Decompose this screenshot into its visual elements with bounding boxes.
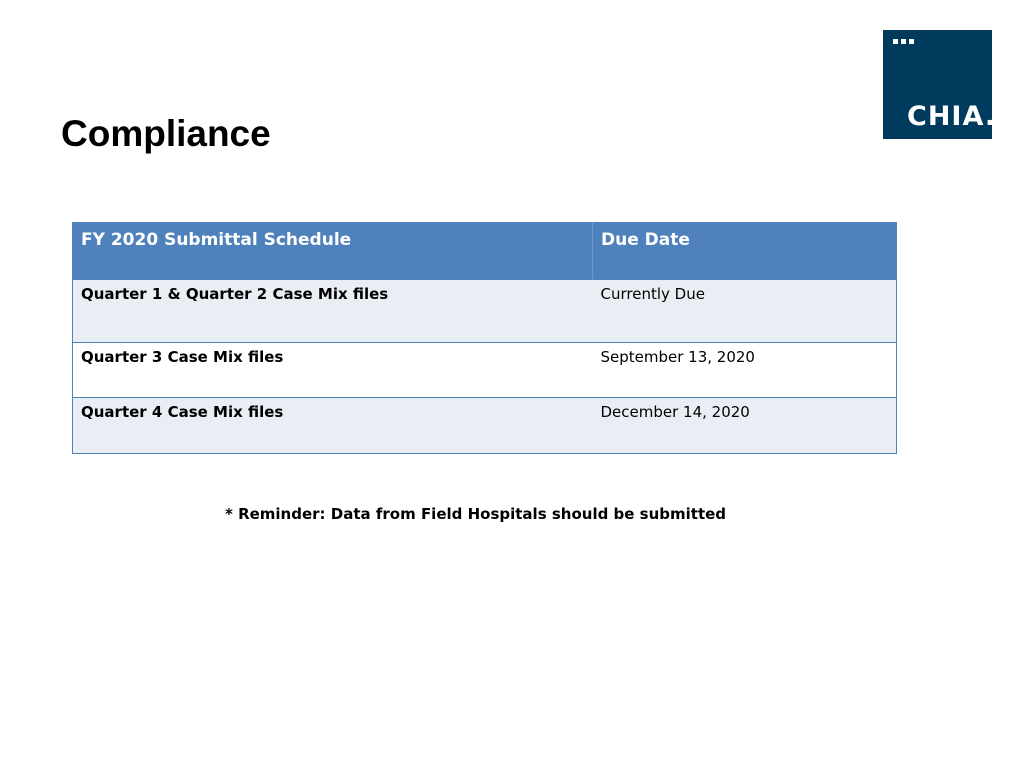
schedule-item-cell: Quarter 1 & Quarter 2 Case Mix files bbox=[73, 280, 593, 343]
table-row bbox=[73, 280, 897, 343]
table-row bbox=[73, 398, 897, 454]
logo-dot bbox=[901, 39, 906, 44]
reminder-note: * Reminder: Data from Field Hospitals should be submitted bbox=[225, 505, 727, 523]
column-header-due-date: Due Date bbox=[593, 223, 897, 280]
logo-text: CHIA. bbox=[907, 101, 997, 132]
logo-dot bbox=[893, 39, 898, 44]
submittal-schedule-table bbox=[72, 222, 897, 454]
due-date-cell: September 13, 2020 bbox=[593, 343, 897, 398]
schedule-item-cell: Quarter 4 Case Mix files bbox=[73, 398, 593, 454]
slide-title: Compliance bbox=[61, 113, 271, 154]
due-date-cell: Currently Due bbox=[593, 280, 897, 343]
schedule-item-cell: Quarter 3 Case Mix files bbox=[73, 343, 593, 398]
table-row bbox=[73, 343, 897, 398]
chia-logo bbox=[883, 30, 997, 139]
due-date-cell: December 14, 2020 bbox=[593, 398, 897, 454]
table-header-row bbox=[73, 223, 897, 280]
column-header-schedule: FY 2020 Submittal Schedule bbox=[73, 223, 593, 280]
logo-dots bbox=[893, 39, 914, 44]
logo-dot bbox=[909, 39, 914, 44]
